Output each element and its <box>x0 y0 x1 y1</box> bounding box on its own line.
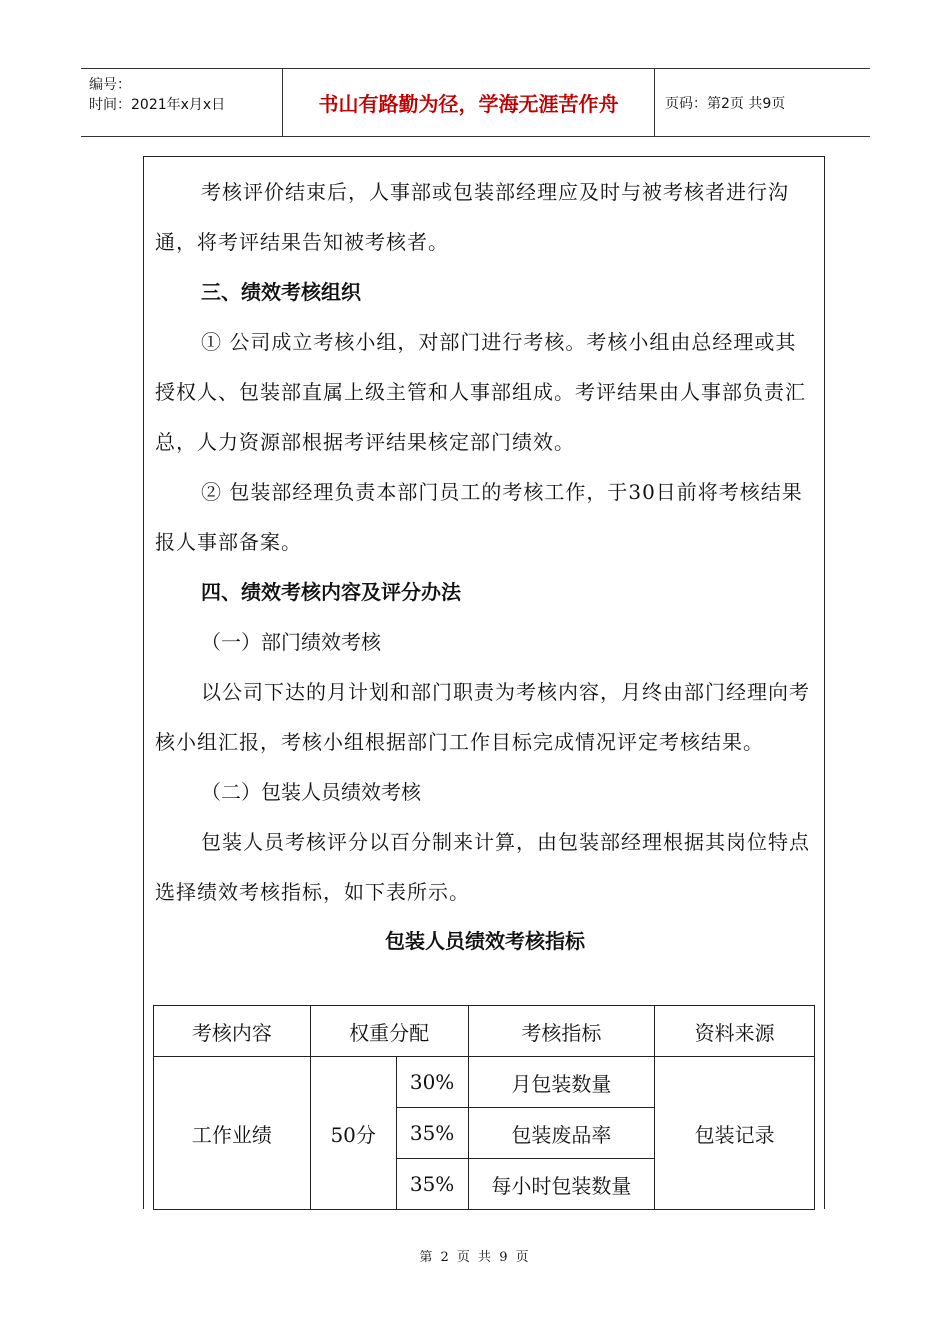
document-body <box>155 167 815 965</box>
document-date: 时间：2021年x月x日 <box>89 97 226 113</box>
table-header-cell: 权重分配 <box>310 1006 468 1057</box>
table-header-cell: 考核指标 <box>468 1006 655 1057</box>
page-footer: 第 2 页 共 9 页 <box>419 1250 531 1265</box>
section-heading: 三、绩效考核组织 <box>201 280 361 304</box>
source-cell: 包装记录 <box>655 1057 815 1210</box>
header-meta <box>89 75 279 115</box>
indicator-cell: 每小时包装数量 <box>468 1159 655 1210</box>
table-header-cell: 资料来源 <box>655 1006 815 1057</box>
paragraph: 包装人员考核评分以百分制来计算，由包装部经理根据其岗位特点选择绩效考核指标，如下表所示。 <box>155 830 810 904</box>
indicator-cell: 包装废品率 <box>468 1108 655 1159</box>
page-header <box>81 68 870 137</box>
table-header-cell: 考核内容 <box>154 1006 311 1057</box>
table-row <box>154 1057 815 1108</box>
weight-cell: 35% <box>396 1159 468 1210</box>
paragraph: ① 公司成立考核小组，对部门进行考核。考核小组由总经理或其授权人、包装部直属上级主管和人事部组成。考评结果由人事部负责汇总，人力资源部根据考评结果核定部门绩效。 <box>155 330 806 454</box>
category-cell: 工作业绩 <box>154 1057 311 1210</box>
header-divider <box>654 69 655 136</box>
table-title: 包装人员绩效考核指标 <box>385 929 585 953</box>
weight-cell: 35% <box>396 1108 468 1159</box>
header-page-info: 页码：第2页 共9页 <box>665 95 786 112</box>
paragraph: 考核评价结束后，人事部或包装部经理应及时与被考核者进行沟通，将考评结果告知被考核者。 <box>155 180 789 254</box>
document-number-label: 编号： <box>89 77 131 93</box>
score-cell: 50分 <box>310 1057 396 1210</box>
indicator-cell: 月包装数量 <box>468 1057 655 1108</box>
kpi-table <box>153 1005 815 1210</box>
weight-cell: 30% <box>396 1057 468 1108</box>
paragraph: ② 包装部经理负责本部门员工的考核工作，于30日前将考核结果报人事部备案。 <box>155 480 803 554</box>
subsection-heading: （一）部门绩效考核 <box>201 630 381 654</box>
section-heading: 四、绩效考核内容及评分办法 <box>201 580 461 604</box>
table-header-row <box>154 1006 815 1057</box>
header-motto: 书山有路勤为径，学海无涯苦作舟 <box>318 92 619 116</box>
subsection-heading: （二）包装人员绩效考核 <box>201 780 421 804</box>
paragraph: 以公司下达的月计划和部门职责为考核内容，月终由部门经理向考核小组汇报，考核小组根据部门工作目标完成情况评定考核结果。 <box>155 680 810 754</box>
